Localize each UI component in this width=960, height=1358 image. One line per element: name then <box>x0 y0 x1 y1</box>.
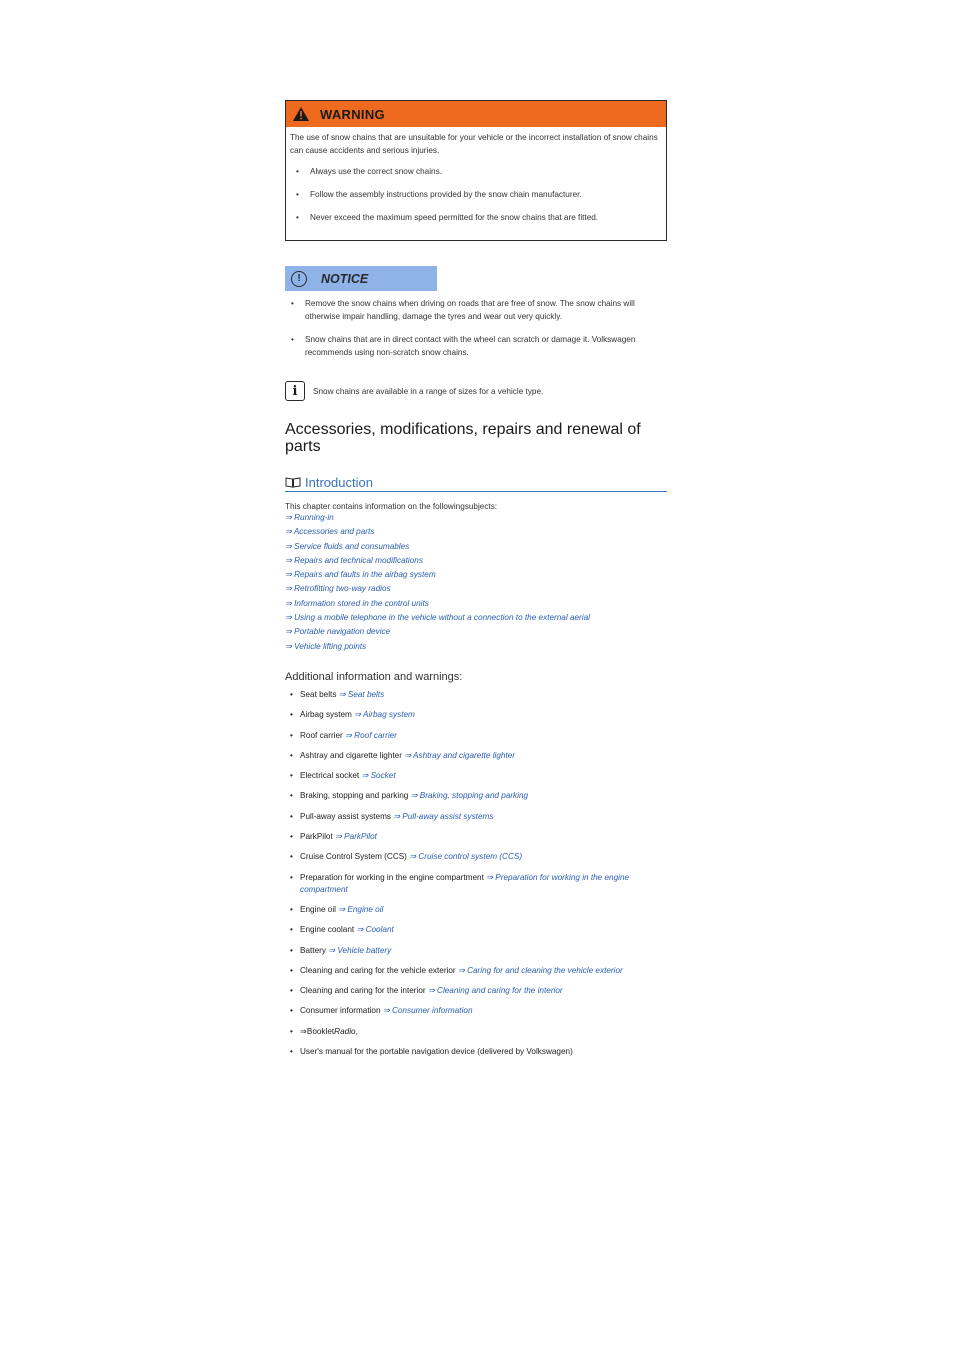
section-title: Accessories, modifications, repairs and renewal of parts <box>285 421 641 455</box>
list-item: • Roof carrier ⇒ Roof carrier <box>286 730 667 742</box>
link-caring-exterior[interactable]: ⇒ Caring for and cleaning the vehicle exterior <box>457 965 623 975</box>
additional-info-list <box>285 689 667 1058</box>
link-mobile-telephone[interactable]: ⇒ Using a mobile telephone in the vehicle without a connection to the external aerial <box>285 613 590 623</box>
link-engine-compartment[interactable]: ⇒ Preparation for working in the engine <box>486 872 630 882</box>
link-two-way-radios[interactable]: ⇒ Retrofitting two-way radios <box>285 584 391 594</box>
list-item: • Engine coolant ⇒ Coolant <box>286 924 667 936</box>
notice-item: • Remove the snow chains when driving on roads that are free of snow. The snow chains will otherwise impair handling, damage the tyres and wear out very quickly. <box>291 297 667 323</box>
list-item: • Pull-away assist systems ⇒ Pull-away assist systems <box>286 811 667 823</box>
list-item: • Preparation for working in the engine compartment ⇒ Preparation for working in the engine compartment <box>286 872 667 896</box>
link-caring-interior[interactable]: ⇒ Cleaning and caring for the interior <box>427 986 563 996</box>
introduction-text: This chapter contains information on the followingsubjects: <box>285 502 498 511</box>
list-item: • ⇒BookletRadio, <box>286 1026 667 1038</box>
warning-item: • Always use the correct snow chains. <box>296 165 662 178</box>
info-icon: i <box>285 381 305 401</box>
link-socket[interactable]: ⇒ Socket <box>361 771 396 781</box>
link-accessories-parts[interactable]: ⇒ Accessories and parts <box>285 527 375 537</box>
list-item: • Cleaning and caring for the vehicle exterior ⇒ Caring for and cleaning the vehicle exterior <box>286 965 667 977</box>
warning-body <box>286 127 666 240</box>
link-airbag-system[interactable]: ⇒ Airbag system <box>354 710 415 720</box>
list-item: • Airbag system ⇒ Airbag system <box>286 709 667 721</box>
list-item: • Battery ⇒ Vehicle battery <box>286 945 667 957</box>
list-item: • Engine oil ⇒ Engine oil <box>286 904 667 916</box>
list-item: • Cleaning and caring for the interior ⇒ Cleaning and caring for the interior <box>286 985 667 997</box>
list-item: • Braking, stopping and parking ⇒ Braking, stopping and parking <box>286 790 667 802</box>
link-cruise-control[interactable]: ⇒ Cruise control system (CCS) <box>409 852 523 862</box>
introduction-header <box>285 475 667 492</box>
list-item: • Ashtray and cigarette lighter ⇒ Ashtray and cigarette lighter <box>286 750 667 762</box>
list-item: • Cruise Control System (CCS) ⇒ Cruise control system (CCS) <box>286 851 667 863</box>
subject-links <box>285 511 667 654</box>
list-item: • User's manual for the portable navigation device (delivered by Volkswagen) <box>286 1046 667 1058</box>
additional-info-title: Additional information and warnings: <box>285 670 463 683</box>
info-text: Snow chains are available in a range of sizes for a vehicle type. <box>313 386 544 396</box>
link-airbag-repairs[interactable]: ⇒ Repairs and faults in the airbag system <box>285 570 436 580</box>
link-ashtray[interactable]: ⇒ Ashtray and cigarette lighter <box>404 750 515 760</box>
link-pull-away[interactable]: ⇒ Pull-away assist systems <box>393 811 494 821</box>
warning-item: • Never exceed the maximum speed permitted for the snow chains that are fitted. <box>296 211 662 224</box>
warning-intro: The use of snow chains that are unsuitable for your vehicle or the incorrect installation of snow chains can cause accidents and serious injuries. <box>290 133 658 155</box>
exclamation-circle-icon: ! <box>291 271 307 287</box>
link-roof-carrier[interactable]: ⇒ Roof carrier <box>345 730 397 740</box>
notice-title: NOTICE <box>321 271 369 286</box>
notice-item: • Snow chains that are in direct contact with the wheel can scratch or damage it. Volkswagen recommends using non-scratch snow chains. <box>291 333 667 359</box>
warning-title: WARNING <box>320 106 385 122</box>
link-coolant[interactable]: ⇒ Coolant <box>356 925 394 935</box>
link-lifting-points[interactable]: ⇒ Vehicle lifting points <box>285 641 367 651</box>
warning-triangle-icon <box>292 106 310 122</box>
list-item: • Electrical socket ⇒ Socket <box>286 770 667 782</box>
warning-box <box>285 100 667 241</box>
notice-header <box>285 266 437 291</box>
link-portable-navigation[interactable]: ⇒ Portable navigation device <box>285 627 391 637</box>
notice-list <box>285 297 667 359</box>
link-running-in[interactable]: ⇒ Running-in <box>285 513 334 522</box>
link-seat-belts[interactable]: ⇒ Seat belts <box>338 689 385 699</box>
warning-header <box>286 101 666 127</box>
link-parkpilot[interactable]: ⇒ ParkPilot <box>335 832 377 842</box>
list-item: • ParkPilot ⇒ ParkPilot <box>286 831 667 843</box>
page-content <box>285 100 667 1066</box>
list-item: • Consumer information ⇒ Consumer information <box>286 1005 667 1017</box>
link-consumer-information[interactable]: ⇒ Consumer information <box>382 1006 473 1016</box>
link-repairs-modifications[interactable]: ⇒ Repairs and technical modifications <box>285 555 423 565</box>
warning-item: • Follow the assembly instructions provided by the snow chain manufacturer. <box>296 188 662 201</box>
link-braking[interactable]: ⇒ Braking, stopping and parking <box>410 791 529 801</box>
introduction-title: Introduction <box>305 475 373 490</box>
link-engine-compartment-cont[interactable]: compartment <box>300 884 348 894</box>
list-item: • Seat belts ⇒ Seat belts <box>286 689 667 701</box>
link-vehicle-battery[interactable]: ⇒ Vehicle battery <box>328 945 392 955</box>
info-note <box>285 381 667 401</box>
link-engine-oil[interactable]: ⇒ Engine oil <box>338 904 384 914</box>
book-icon <box>285 477 301 488</box>
link-control-units-info[interactable]: ⇒ Information stored in the control units <box>285 598 429 608</box>
link-service-fluids[interactable]: ⇒ Service fluids and consumables <box>285 541 410 551</box>
warning-list <box>290 165 662 224</box>
